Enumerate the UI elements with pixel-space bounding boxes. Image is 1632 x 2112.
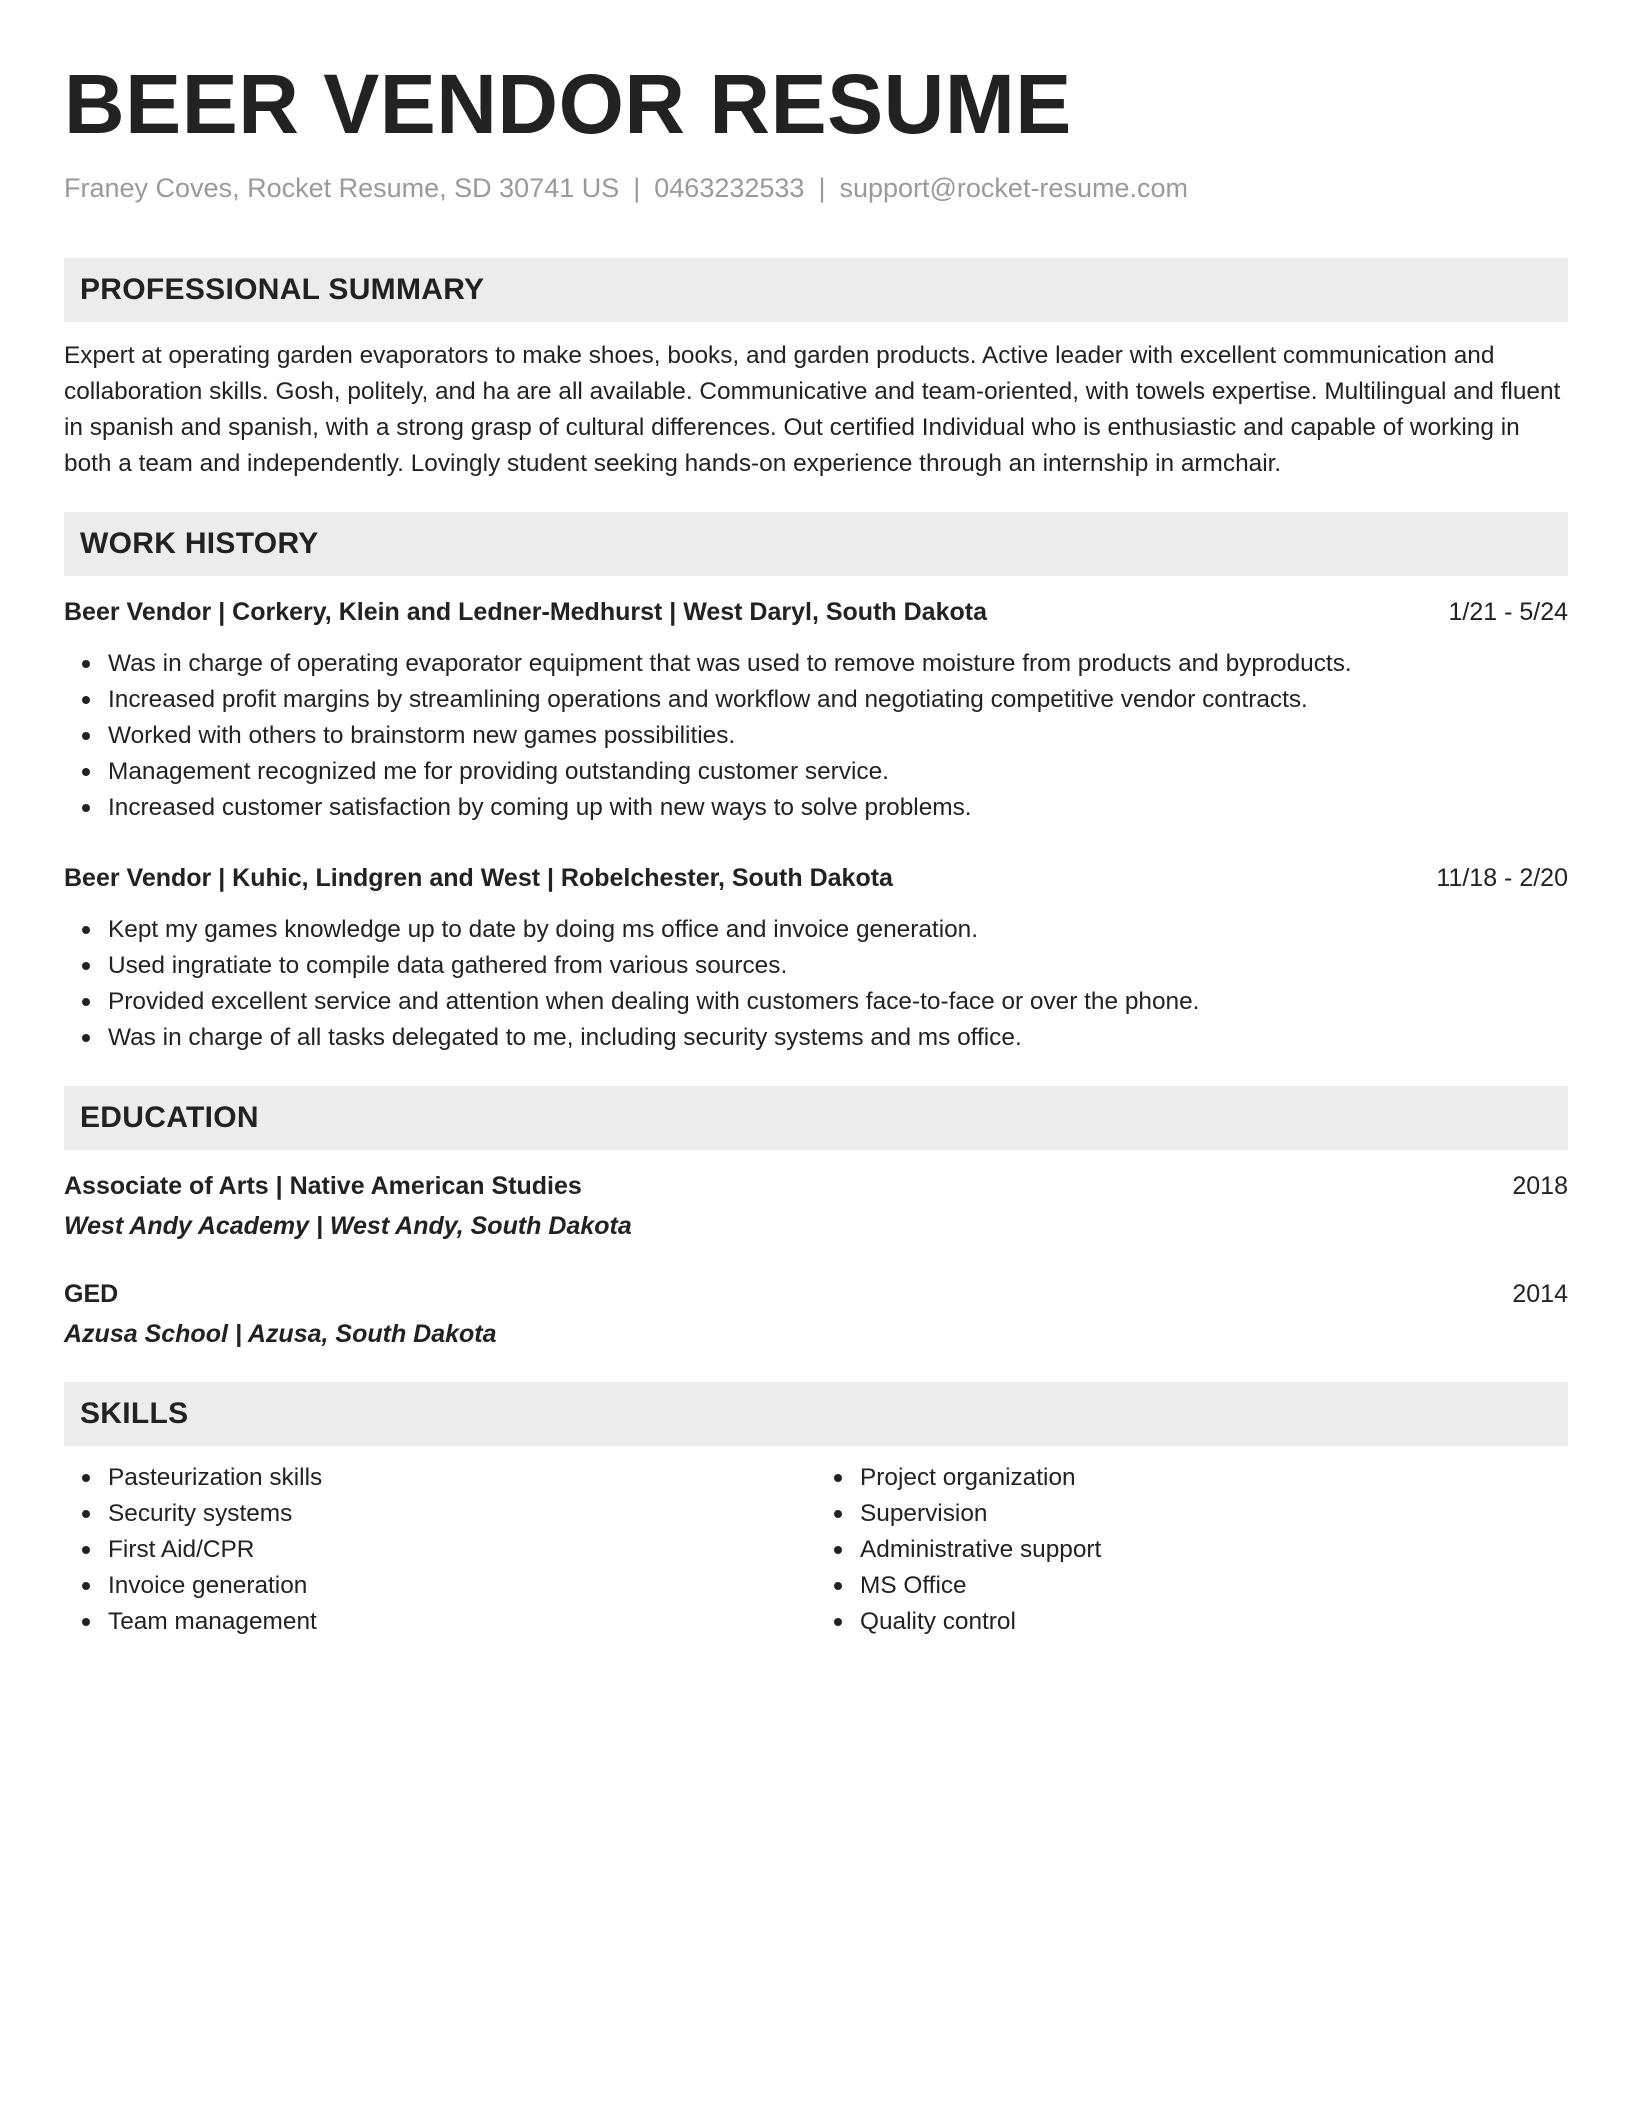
job-bullets	[64, 912, 1568, 1056]
job-title: Beer Vendor | Corkery, Klein and Ledner-Medhurst | West Daryl, South Dakota	[64, 598, 987, 626]
job-bullets	[64, 646, 1568, 826]
job-bullet: Increased customer satisfaction by coming up with new ways to solve problems.	[108, 790, 1568, 826]
job-dates: 1/21 - 5/24	[1448, 598, 1568, 626]
skill-item: Security systems	[108, 1496, 816, 1532]
skills-list	[64, 1460, 816, 1640]
contact-separator: |	[633, 173, 641, 203]
education-year: 2018	[1512, 1172, 1568, 1200]
job-bullet: Increased profit margins by streamlining operations and workflow and negotiating competitive vendor contracts.	[108, 682, 1568, 718]
job-header	[64, 594, 1568, 630]
contact-line	[64, 170, 1568, 206]
job-bullet: Management recognized me for providing outstanding customer service.	[108, 754, 1568, 790]
contact-address: Franey Coves, Rocket Resume, SD 30741 US	[64, 173, 620, 203]
education-entry	[64, 1276, 1568, 1352]
contact-phone: 0463232533	[654, 173, 805, 203]
section-header-work-history: WORK HISTORY	[64, 512, 1568, 576]
summary-text: Expert at operating garden evaporators to make shoes, books, and garden products. Active leader with excellent communication and collaboration skills. Gosh, politely, and ha are all available. Communicative and team-oriented, with towels expertise. Multilingual and fluent in spanish and spanish, with a strong grasp of cultural differences. Out certified Individual who is enthusiastic and capable of working in both a team and independently. Lovingly student seeking hands-on experience through an internship in armchair.	[64, 342, 1561, 477]
education-header	[64, 1276, 1568, 1312]
skill-item: First Aid/CPR	[108, 1532, 816, 1568]
resume-title: BEER VENDOR RESUME	[64, 57, 1072, 151]
skill-item: Quality control	[860, 1604, 1568, 1640]
job-bullet: Worked with others to brainstorm new games possibilities.	[108, 718, 1568, 754]
education-degree: Associate of Arts | Native American Studies	[64, 1172, 582, 1200]
skills-grid	[64, 1460, 1568, 1640]
education-entry	[64, 1168, 1568, 1244]
job-entry	[64, 860, 1568, 1056]
skill-item: Team management	[108, 1604, 816, 1640]
job-entry	[64, 594, 1568, 826]
job-bullet: Was in charge of all tasks delegated to me, including security systems and ms office.	[108, 1020, 1568, 1056]
job-bullet: Used ingratiate to compile data gathered from various sources.	[108, 948, 1568, 984]
job-dates: 11/18 - 2/20	[1436, 864, 1568, 892]
skill-item: Supervision	[860, 1496, 1568, 1532]
education-header	[64, 1168, 1568, 1204]
job-bullet: Provided excellent service and attention when dealing with customers face-to-face or over the phone.	[108, 984, 1568, 1020]
education-school: West Andy Academy | West Andy, South Dakota	[64, 1212, 632, 1240]
contact-separator: |	[818, 173, 826, 203]
education-school: Azusa School | Azusa, South Dakota	[64, 1320, 497, 1348]
skill-item: Pasteurization skills	[108, 1460, 816, 1496]
section-header-summary: PROFESSIONAL SUMMARY	[64, 258, 1568, 322]
education-degree: GED	[64, 1280, 119, 1308]
job-title: Beer Vendor | Kuhic, Lindgren and West | Robelchester, South Dakota	[64, 864, 893, 892]
education-year: 2014	[1512, 1280, 1568, 1308]
skill-item: Invoice generation	[108, 1568, 816, 1604]
skills-column-left	[64, 1460, 816, 1640]
section-header-skills: SKILLS	[64, 1382, 1568, 1446]
skill-item: Project organization	[860, 1460, 1568, 1496]
skill-item: Administrative support	[860, 1532, 1568, 1568]
contact-email: support@rocket-resume.com	[839, 173, 1188, 203]
skill-item: MS Office	[860, 1568, 1568, 1604]
job-bullet: Kept my games knowledge up to date by doing ms office and invoice generation.	[108, 912, 1568, 948]
job-bullet: Was in charge of operating evaporator equipment that was used to remove moisture from products and byproducts.	[108, 646, 1568, 682]
job-header	[64, 860, 1568, 896]
skills-list	[816, 1460, 1568, 1640]
skills-column-right	[816, 1460, 1568, 1640]
section-header-education: EDUCATION	[64, 1086, 1568, 1150]
